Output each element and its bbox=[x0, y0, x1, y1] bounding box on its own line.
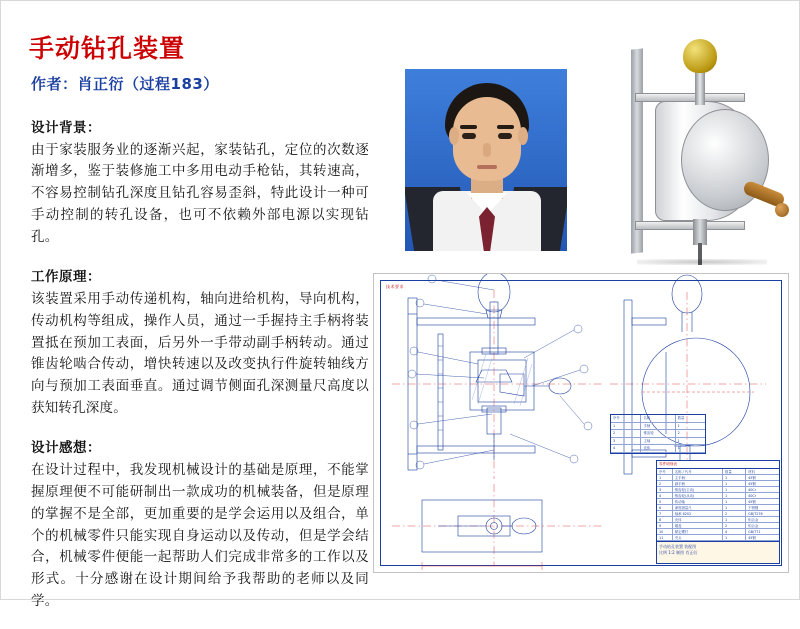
cell: 2 bbox=[677, 431, 680, 436]
cell: 锥齿轮(从动) bbox=[673, 493, 723, 498]
cell: 壳体 bbox=[673, 517, 723, 522]
cell: GB/T276 bbox=[748, 512, 763, 516]
cell: 45钢 bbox=[748, 476, 756, 480]
footer-line: 比例 1:2 制图 肖正衍 bbox=[659, 550, 698, 555]
page-title: 手动钻孔装置 bbox=[29, 34, 186, 63]
cell: 1 bbox=[723, 481, 746, 486]
cell: 40Cr bbox=[748, 488, 757, 492]
title-block-header: 零件明细表 bbox=[657, 461, 779, 469]
cell: 45钢 bbox=[748, 482, 756, 486]
crank-knob bbox=[775, 203, 789, 217]
table-row bbox=[611, 445, 705, 453]
cell: 4 bbox=[723, 529, 746, 534]
cell: 7 bbox=[657, 511, 673, 516]
cad-title-block bbox=[656, 460, 780, 564]
photo-shadow bbox=[637, 259, 767, 265]
cell: 4 bbox=[657, 493, 673, 498]
cell: 1 bbox=[657, 475, 673, 480]
nose bbox=[483, 143, 491, 157]
cell: 主手柄 bbox=[673, 475, 723, 480]
ear-right bbox=[518, 127, 528, 145]
cell: 2 bbox=[723, 511, 746, 516]
eye-left bbox=[462, 133, 476, 139]
cell: 3 bbox=[657, 487, 673, 492]
cell: 数量 bbox=[677, 416, 685, 420]
section-heading: 设计感想： bbox=[31, 439, 101, 456]
cell: 端盖 bbox=[673, 523, 723, 528]
cad-corner-note: 技术要求 bbox=[386, 284, 404, 289]
table-row bbox=[611, 438, 705, 446]
cell: 锥齿轮(主动) bbox=[673, 487, 723, 492]
cell: 轴承 6202 bbox=[673, 511, 723, 516]
cell: 2 bbox=[723, 523, 746, 528]
cell: 序号 bbox=[657, 469, 673, 474]
cell: 2 bbox=[611, 430, 641, 437]
cell: 数量 bbox=[723, 469, 746, 474]
cell: GB/T71 bbox=[748, 530, 761, 534]
cell: 壳体 bbox=[641, 445, 675, 452]
cell: 11 bbox=[657, 535, 673, 540]
drill-chuck bbox=[693, 219, 707, 245]
cell: 6 bbox=[657, 505, 673, 510]
cell: 序号 bbox=[611, 415, 641, 422]
main-handle-knob bbox=[683, 39, 717, 73]
cell: 1 bbox=[723, 535, 746, 540]
ear-left bbox=[449, 127, 459, 145]
section-background bbox=[29, 116, 369, 249]
cell: 1 bbox=[677, 423, 680, 428]
footer-line: 手动钻孔装置 装配图 bbox=[659, 544, 697, 549]
cell: 名称 bbox=[641, 415, 675, 422]
section-reflection bbox=[29, 436, 369, 613]
cell: 45钢 bbox=[748, 536, 756, 540]
cell: 1 bbox=[723, 499, 746, 504]
cell: 铝合金 bbox=[748, 518, 759, 522]
cell: 4 bbox=[611, 445, 641, 452]
eyebrow-right bbox=[497, 125, 514, 129]
cell: 副手柄 bbox=[673, 481, 723, 486]
cell: 紧定螺钉 bbox=[673, 529, 723, 534]
cad-mini-table bbox=[610, 414, 706, 454]
device-photo bbox=[597, 35, 789, 267]
cell: 40Cr bbox=[748, 494, 757, 498]
section-body: 在设计过程中，我发现机械设计的基础是原理，不能掌握原理便不可能研制出一款成功的机械装备，但是原理的掌握不是全部，更加重要的是学会运用以及组合，单个的机械零件只能实现自身运动以及传动，但是学会结合，机械零件便能一起帮助人们完成非常多的工作以及形式。十分感谢在设计期间给予我帮助的老师以及同学。 bbox=[31, 461, 369, 610]
cell: 1 bbox=[723, 505, 746, 510]
cell: 锥齿轮 bbox=[641, 430, 675, 437]
cell: 材料 bbox=[748, 470, 755, 474]
section-body: 由于家装服务业的逐渐兴起，家装钻孔，定位的次数逐渐增多，鉴于装修施工中多用电动手枪钻，其转速高，不容易控制钻孔深度且钻孔容易歪斜，特此设计一种可手动控制的转孔设备，也可不依赖外部电源以实现钻孔。 bbox=[31, 141, 369, 245]
cell: 1 bbox=[723, 475, 746, 480]
cell: 5 bbox=[657, 499, 673, 504]
cell: 2 bbox=[657, 481, 673, 486]
cell: 1 bbox=[723, 493, 746, 498]
cell: 3 bbox=[611, 438, 641, 445]
cell: 8 bbox=[657, 517, 673, 522]
cell: 1 bbox=[723, 517, 746, 522]
cell: 不锈钢 bbox=[748, 506, 759, 510]
section-heading: 工作原理： bbox=[31, 268, 101, 285]
cell: 1 bbox=[677, 446, 680, 451]
table-row bbox=[611, 430, 705, 438]
cell: 夹头 bbox=[673, 535, 723, 540]
eye-right bbox=[498, 133, 512, 139]
text-column bbox=[29, 35, 369, 629]
table-row bbox=[611, 415, 705, 423]
cell: 1 bbox=[611, 423, 641, 430]
title-block-footer bbox=[657, 541, 779, 563]
section-heading: 设计背景： bbox=[31, 119, 101, 136]
cell: 主轴 bbox=[641, 438, 675, 445]
eyebrow-left bbox=[460, 125, 477, 129]
cell: 9 bbox=[657, 523, 673, 528]
cell: 45钢 bbox=[748, 500, 756, 504]
cell: 1 bbox=[677, 438, 680, 443]
rail-bottom bbox=[635, 221, 745, 230]
cell: 铝合金 bbox=[748, 524, 759, 528]
section-body: 该装置采用手动传递机构，轴向进给机构，导向机构，传动机构等组成，操作人员，通过一手握持主手柄将装置抵在预加工表面，后另外一手带动副手柄转动。通过锥齿轮啮合传动，增快转速以及改变执行件旋转轴线方向与预加工表面垂直。通过调节侧面孔深测量尺高度以获知转孔深度。 bbox=[31, 290, 369, 417]
cell: 深度测量尺 bbox=[673, 505, 723, 510]
cell: 1 bbox=[723, 487, 746, 492]
author-photo bbox=[405, 69, 567, 251]
cell: 手柄 bbox=[641, 423, 675, 430]
section-principle bbox=[29, 265, 369, 420]
table-row bbox=[611, 423, 705, 431]
cell: 名称 / 代号 bbox=[673, 469, 723, 474]
cad-drawing bbox=[373, 273, 789, 573]
cell: 传动轴 bbox=[673, 499, 723, 504]
cell: 10 bbox=[657, 529, 673, 534]
mouth bbox=[477, 165, 497, 169]
author-line: 作者：肖正衍（过程183） bbox=[31, 74, 219, 93]
